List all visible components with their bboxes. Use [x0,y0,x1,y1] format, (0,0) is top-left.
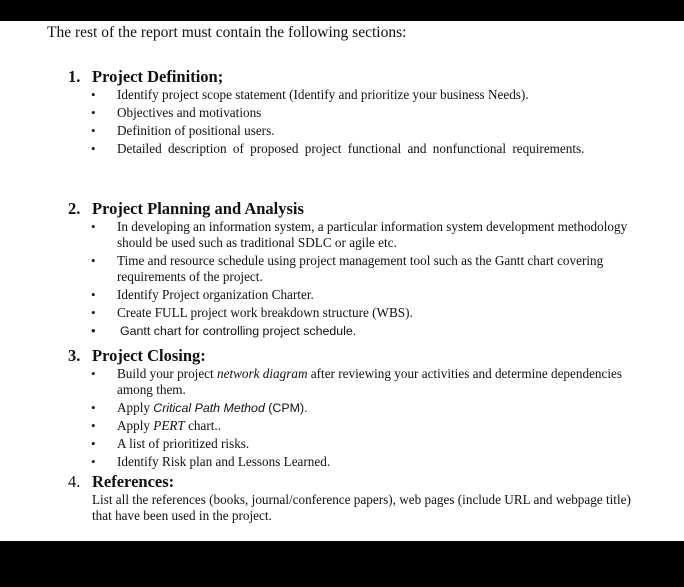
list-item: • Gantt chart for controlling project schedule. [91,323,357,338]
section-heading: 3. Project Closing: [68,346,206,365]
section-project-definition [68,67,638,159]
document-page [0,21,684,541]
list-item: • Identify Project organization Charter. [91,287,314,302]
bullet-icon: • [91,305,96,320]
bullet-icon: • [91,418,96,433]
list-item: • Apply PERT chart.. [91,418,222,433]
bullet-icon: • [91,253,96,268]
section-references [68,472,638,524]
list-item: • Definition of positional users. [91,123,275,138]
bullet-icon: • [91,400,96,415]
bullet-icon: • [91,454,96,469]
bullet-icon: • [91,323,96,338]
bullet-icon: • [91,123,96,138]
list-item: • Objectives and motivations [91,105,262,120]
references-text: List all the references (books, journal/conference papers), web pages (include URL and webpage title) that have been used in the project. [92,492,631,523]
section-heading: 4. References: [68,472,175,491]
bullet-icon: • [91,287,96,302]
list-item: • Detailed description of proposed project functional and nonfunctional requirements. [91,141,585,156]
section-heading: 2. Project Planning and Analysis [68,199,304,218]
section-heading: 1. Project Definition; [68,67,224,86]
list-item: • Identify project scope statement (Identify and prioritize your business Needs). [91,87,529,102]
bullet-list [68,366,638,470]
section-project-planning [68,199,638,341]
bullet-list [68,87,638,157]
list-item: • Time and resource schedule using project management tool such as the Gantt chart covering requirements of the project. [91,253,604,284]
bullet-icon: • [91,105,96,120]
bullet-icon: • [91,87,96,102]
intro-text: The rest of the report must contain the following sections: [47,24,407,41]
bullet-list [68,219,638,339]
bullet-icon: • [91,366,96,381]
list-item: • Apply Critical Path Method (CPM). [91,400,308,415]
section-project-closing [68,346,638,472]
bullet-icon: • [91,436,96,451]
list-item: • A list of prioritized risks. [91,436,250,451]
bullet-icon: • [91,141,96,156]
list-item: • Build your project network diagram after reviewing your activities and determine dependencies among them. [91,366,623,397]
list-item: • Create FULL project work breakdown structure (WBS). [91,305,413,320]
list-item: • In developing an information system, a particular information system development methodology should be used such as traditional SDLC or agile etc. [91,219,628,250]
list-item: • Identify Risk plan and Lessons Learned. [91,454,331,469]
bullet-icon: • [91,219,96,234]
